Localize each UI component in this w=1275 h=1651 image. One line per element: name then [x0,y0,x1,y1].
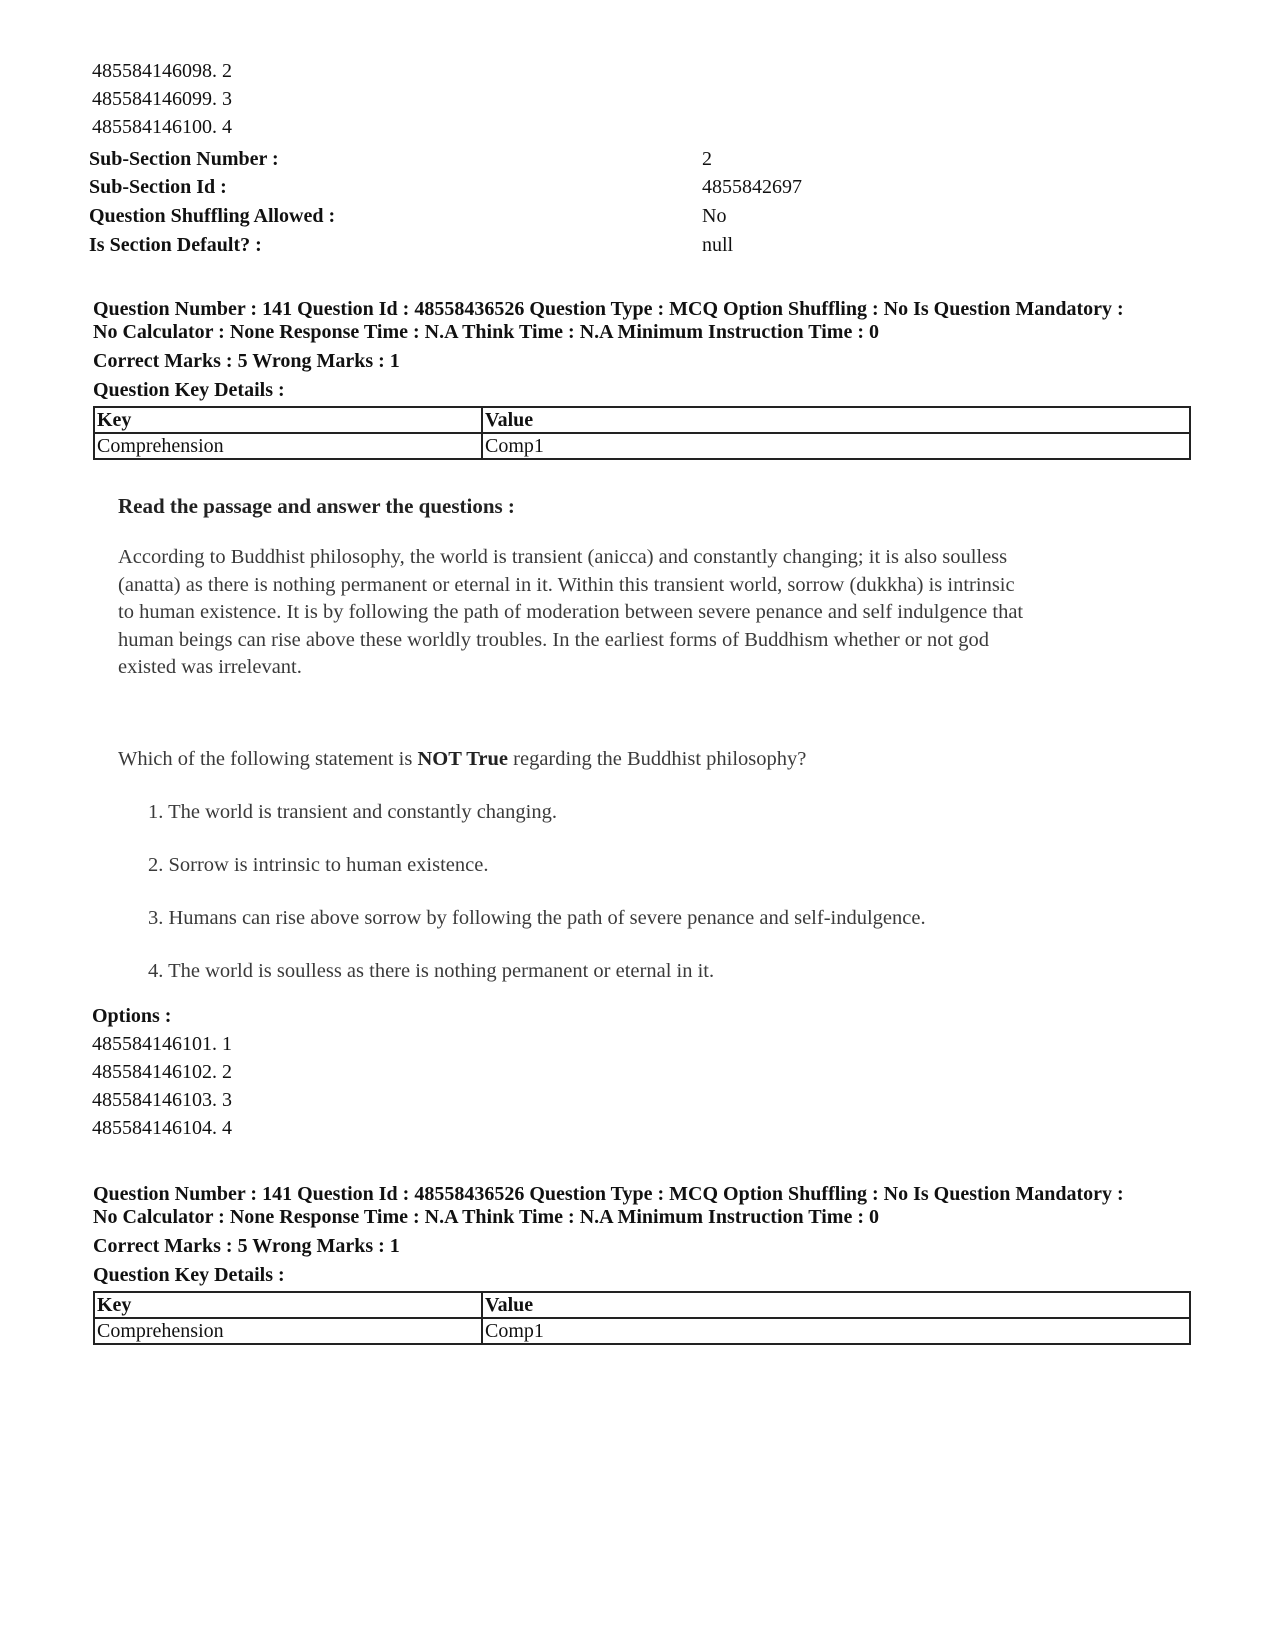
subsection-id-value: 4855842697 [702,176,802,198]
table-header-value: Value [482,1292,1190,1318]
question-shuffling-label: Question Shuffling Allowed : [89,205,336,227]
table-header-row [94,407,1190,433]
subsection-id-label: Sub-Section Id : [89,176,227,198]
question-key-table [93,406,1191,460]
table-row [94,433,1190,459]
table-row [94,1318,1190,1344]
table-cell-value: Comp1 [482,433,1190,459]
option-line: 485584146102. 2 [92,1061,232,1083]
subsection-number-label: Sub-Section Number : [89,148,279,170]
passage-line: to human existence. It is by following the path of moderation between severe penance and self indulgence that [118,601,1024,623]
passage-title: Read the passage and answer the questions : [118,494,515,518]
table-cell-key: Comprehension [94,433,482,459]
question-key-table [93,1291,1191,1345]
option-line: 485584146101. 1 [92,1033,232,1055]
section-default-label: Is Section Default? : [89,234,262,256]
option-line: 485584146104. 4 [92,1117,232,1139]
question-header-line1: Question Number : 141 Question Id : 48558436526 Question Type : MCQ Option Shuffling : No Is Question Mandatory : [93,298,1124,320]
option-line: 485584146100. 4 [92,116,232,138]
section-default-value: null [702,234,734,256]
stem-text-before: Which of the following statement is [118,748,418,770]
question-header-line2: No Calculator : None Response Time : N.A Think Time : N.A Minimum Instruction Time : 0 [93,1206,879,1228]
question-header-line1: Question Number : 141 Question Id : 48558436526 Question Type : MCQ Option Shuffling : No Is Question Mandatory : [93,1183,1124,1205]
answer-choice: 1. The world is transient and constantly changing. [148,801,557,823]
option-line: 485584146103. 3 [92,1089,232,1111]
question-header [93,1183,1213,1229]
marks-line: Correct Marks : 5 Wrong Marks : 1 [93,350,400,372]
passage-line: human beings can rise above these worldly troubles. In the earliest forms of Buddhism whether or not god [118,628,990,651]
table-header-key: Key [94,1292,482,1318]
answer-choice: 2. Sorrow is intrinsic to human existence. [148,854,489,876]
table-cell-key: Comprehension [94,1318,482,1344]
subsection-number-value: 2 [702,148,712,170]
key-details-label: Question Key Details : [93,379,285,401]
option-line: 485584146099. 3 [92,88,232,110]
answer-choice: 4. The world is soulless as there is nothing permanent or eternal in it. [148,960,715,982]
question-header [93,298,1213,344]
answer-choice: 3. Humans can rise above sorrow by following the path of severe penance and self-indulgence. [148,907,926,929]
stem-emphasis: NOT True [417,748,509,770]
table-header-value: Value [482,407,1190,433]
passage-line: existed was irrelevant. [118,656,302,678]
table-header-key: Key [94,407,482,433]
passage-line: (anatta) as there is nothing permanent or eternal in it. Within this transient world, sorrow (dukkha) is intrinsic [118,573,1015,596]
option-line: 485584146098. 2 [92,60,232,82]
key-details-label: Question Key Details : [93,1264,285,1286]
options-label: Options : [92,1005,172,1027]
table-header-row [94,1292,1190,1318]
marks-line: Correct Marks : 5 Wrong Marks : 1 [93,1235,400,1257]
stem-text-after: regarding the Buddhist philosophy? [508,748,807,770]
question-stem [118,748,806,771]
passage-line: According to Buddhist philosophy, the world is transient (anicca) and constantly changing; it is also soulless [118,546,1008,568]
passage-text [118,544,1178,682]
question-header-line2: No Calculator : None Response Time : N.A Think Time : N.A Minimum Instruction Time : 0 [93,321,879,343]
table-cell-value: Comp1 [482,1318,1190,1344]
question-shuffling-value: No [702,205,727,227]
